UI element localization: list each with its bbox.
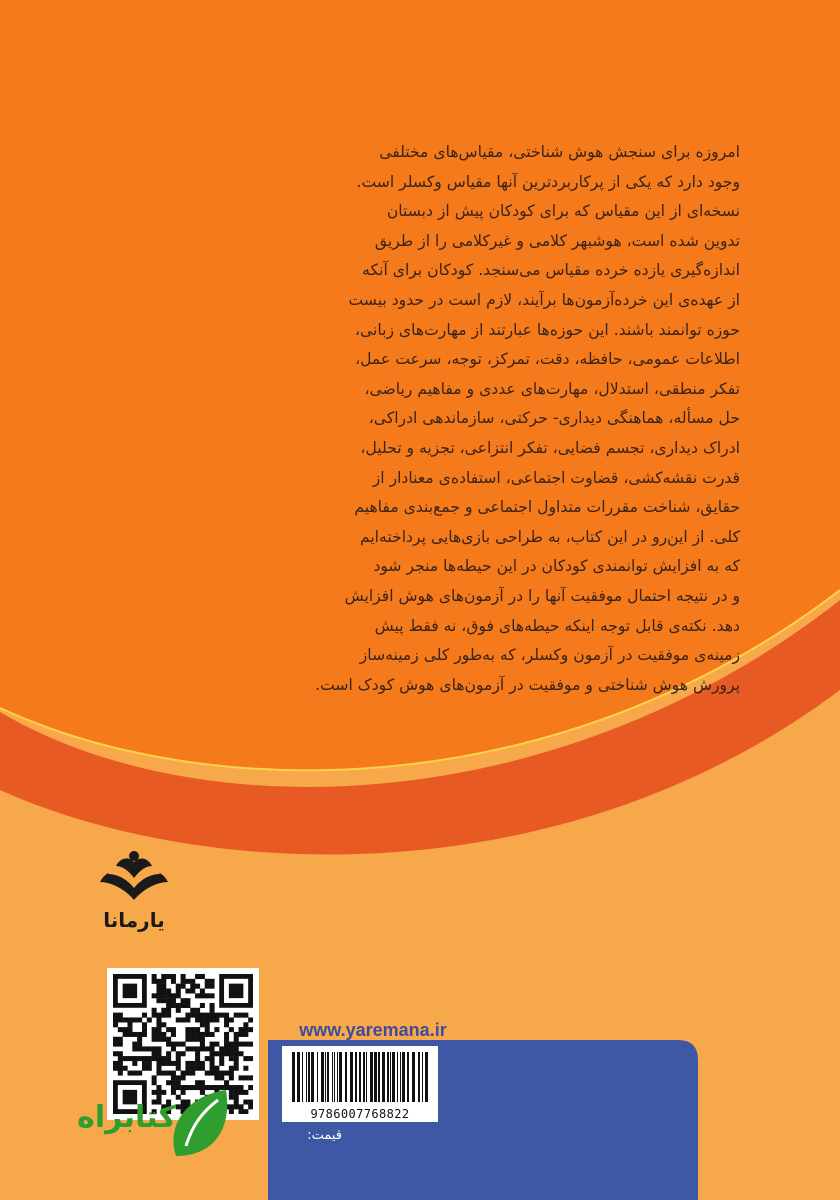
blurb-line: از عهده‌ی این خرده‌آزمون‌ها برآیند، لازم است در حدود بیست [348,290,740,309]
leaf-icon [166,1086,236,1166]
publisher-name: یارمانا [103,908,165,932]
blurb-line: قدرت نقشه‌کشی، قضاوت اجتماعی، استفاده‌ی معنادار از [372,468,740,487]
blurb-line: اندازه‌گیری یازده خرده مقیاس می‌سنجد. کودکان برای آنکه [362,261,740,280]
isbn-barcode [282,1046,438,1122]
blurb-line: حل مسأله، هماهنگی دیداری- حرکتی، سازماندهی ادراکی، [368,409,740,428]
blurb-line: وجود دارد که یکی از پرکاربردترین آنها مقیاس وکسلر است. [356,172,740,191]
barcode-bars [288,1052,432,1102]
ketabrah-name: کتابراه [77,1100,176,1135]
publisher-website: www.yaremana.ir [299,1020,447,1040]
blurb-line: که به افزایش توانمندی کودکان در این حیطه‌ها منجر شود [373,557,740,576]
blurb-line: ادراک دیداری، تجسم فضایی، تفکر انتزاعی، تجزیه و تحلیل، [360,438,740,457]
blurb-line: و در نتیجه احتمال موفقیت آنها را در آزمون‌های هوش افزایش [344,586,740,605]
blurb-line: امروزه برای سنجش هوش شناختی، مقیاس‌های مختلفی [379,143,740,161]
blurb-line: پرورش هوش شناختی و موفقیت در آزمون‌های هوش کودک است. [315,675,740,694]
publisher-logo [96,848,172,938]
blurb-line: کلی. از این‌رو در این کتاب، به طراحی بازی‌هایی پرداخته‌ایم [359,527,740,546]
back-cover-blurb [100,138,740,700]
price-label: قیمت: [307,1128,342,1143]
blurb-line: حقایق، شناخت مقررات متداول اجتماعی و جمع‌بندی مفاهیم [354,498,740,517]
blurb-line: تفکر منطقی، استدلال، مهارت‌های عددی و مفاهیم ریاضی، [364,379,740,398]
blurb-line: نسخه‌ای از این مقیاس که برای کودکان پیش از دبستان [386,202,740,221]
blurb-line: تدوین شده است، هوشبهر کلامی و غیرکلامی را از طریق [374,231,740,250]
blurb-line: اطلاعات عمومی، حافظه، دقت، تمرکز، توجه، سرعت عمل، [355,350,740,369]
open-book-icon [96,848,172,908]
blurb-line: زمینه‌ی موفقیت در آزمون وکسلر، که به‌طور کلی زمینه‌ساز [359,646,740,665]
isbn-number: 9786007768822 [310,1107,410,1121]
blurb-line: حوزه توانمند باشند. این حوزه‌ها عبارتند از مهارت‌های زبانی، [354,320,740,339]
blurb-line: دهد. نکته‌ی قابل توجه اینکه حیطه‌های فوق، نه فقط پیش [374,616,740,635]
ketabrah-watermark [36,1086,236,1166]
